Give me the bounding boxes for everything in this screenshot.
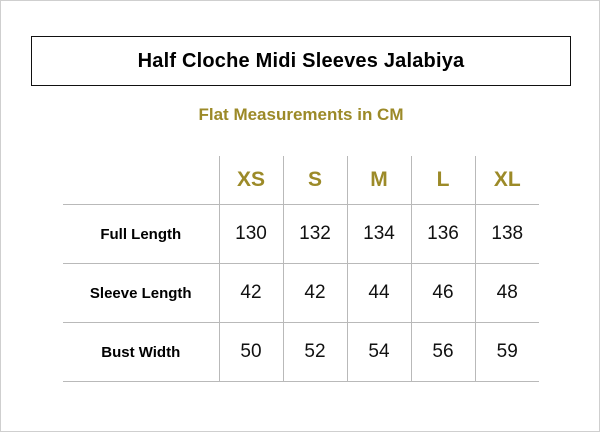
measurements-table [63, 156, 539, 382]
cell-full-length-l: 136 [411, 205, 475, 264]
cell-bust-width-s: 52 [283, 323, 347, 382]
cell-bust-width-xs: 50 [219, 323, 283, 382]
row-label-sleeve-length: Sleeve Length [63, 264, 219, 323]
title-box [31, 36, 571, 86]
cell-bust-width-m: 54 [347, 323, 411, 382]
cell-sleeve-length-xs: 42 [219, 264, 283, 323]
table-row [63, 264, 539, 323]
page-title: Half Cloche Midi Sleeves Jalabiya [137, 49, 465, 72]
table-header-row [63, 156, 539, 205]
cell-full-length-m: 134 [347, 205, 411, 264]
cell-sleeve-length-m: 44 [347, 264, 411, 323]
subtitle: Flat Measurements in CM [198, 105, 404, 124]
cell-full-length-xl: 138 [475, 205, 539, 264]
column-header-s: S [283, 156, 347, 205]
measurements-table-wrapper [63, 156, 539, 382]
cell-bust-width-xl: 59 [475, 323, 539, 382]
cell-full-length-xs: 130 [219, 205, 283, 264]
table-corner-cell [63, 156, 219, 205]
row-label-bust-width: Bust Width [63, 323, 219, 382]
cell-sleeve-length-l: 46 [411, 264, 475, 323]
cell-bust-width-l: 56 [411, 323, 475, 382]
cell-sleeve-length-xl: 48 [475, 264, 539, 323]
cell-sleeve-length-s: 42 [283, 264, 347, 323]
cell-full-length-s: 132 [283, 205, 347, 264]
column-header-m: M [347, 156, 411, 205]
column-header-l: L [411, 156, 475, 205]
table-row [63, 323, 539, 382]
column-header-xs: XS [219, 156, 283, 205]
column-header-xl: XL [475, 156, 539, 205]
row-label-full-length: Full Length [63, 205, 219, 264]
table-row [63, 205, 539, 264]
